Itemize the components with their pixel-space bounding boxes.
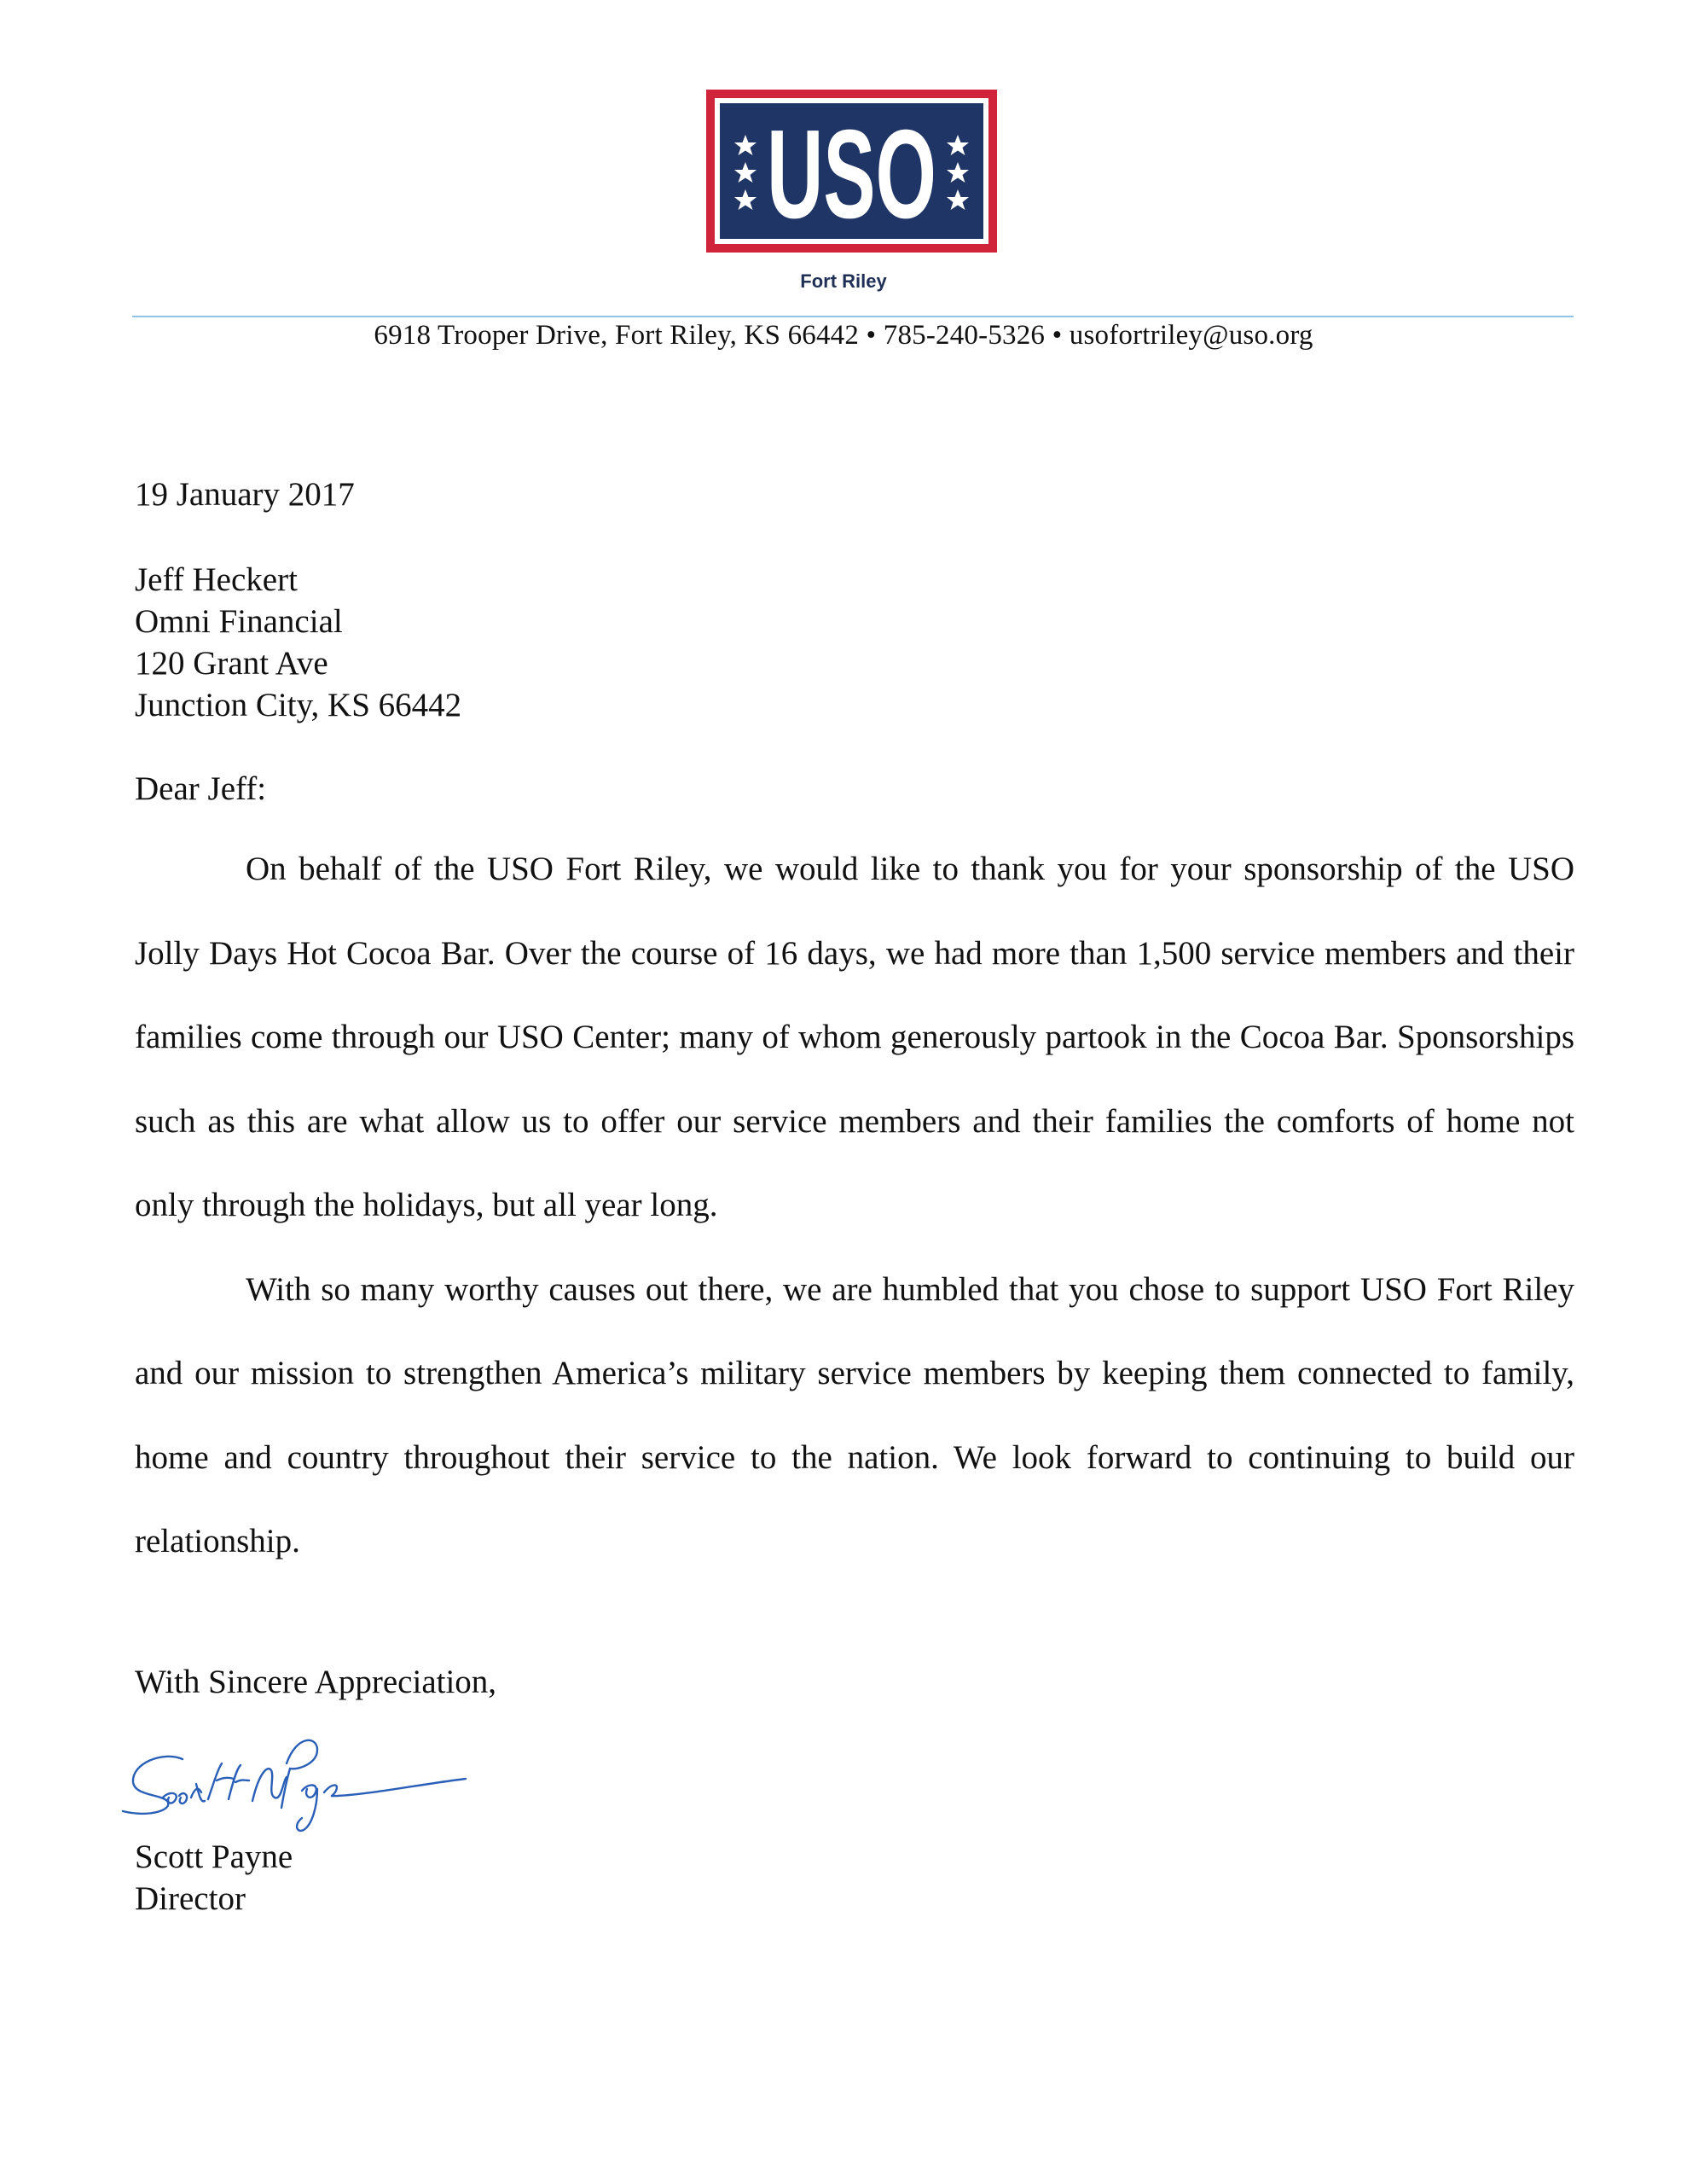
uso-logo — [704, 88, 999, 254]
handwritten-signature — [116, 1729, 508, 1857]
letterhead — [0, 0, 1687, 375]
letter-date: 19 January 2017 — [135, 476, 355, 513]
body-paragraph: On behalf of the USO Fort Riley, we would like to thank you for your sponsorship of the USO Jolly Days Hot Cocoa Bar. Over the course of 16 days, we had more than 1,500 service members and their families come through our USO Center; many of whom generously partook in the Cocoa Bar. Sponsorships such as this are what allow us to offer our service members and their families the comforts of home not only through the holidays, but all year long. — [135, 851, 1574, 1223]
contact-address-line: 6918 Trooper Drive, Fort Riley, KS 66442 • 785-240-5326 • usofortriley@uso.org — [374, 320, 1313, 351]
logo-caption: Fort Riley — [800, 270, 887, 292]
recipient-city: Junction City, KS 66442 — [135, 687, 462, 723]
signer-title: Director — [135, 1879, 246, 1917]
letter-body — [135, 473, 1585, 1920]
uso-logo-graphic — [704, 88, 999, 254]
recipient-street: 120 Grant Ave — [135, 645, 328, 682]
closing: With Sincere Appreciation, — [135, 1663, 497, 1700]
salutation: Dear Jeff: — [135, 770, 267, 807]
header-divider — [132, 316, 1574, 317]
signature — [116, 1729, 508, 1857]
body-paragraph: With so many worthy causes out there, we are humbled that you chose to support USO Fort Riley and our mission to strengthen America’s military service members by keeping them connected to family, home and country throughout their service to the nation. We look forward to continuing to build our relationship. — [135, 1270, 1574, 1560]
recipient-block — [135, 559, 1585, 726]
signer-name: Scott Payne — [135, 1838, 293, 1875]
recipient-name: Jeff Heckert — [135, 561, 298, 598]
logo-text: USO — [767, 104, 936, 246]
recipient-company: Omni Financial — [135, 603, 343, 640]
